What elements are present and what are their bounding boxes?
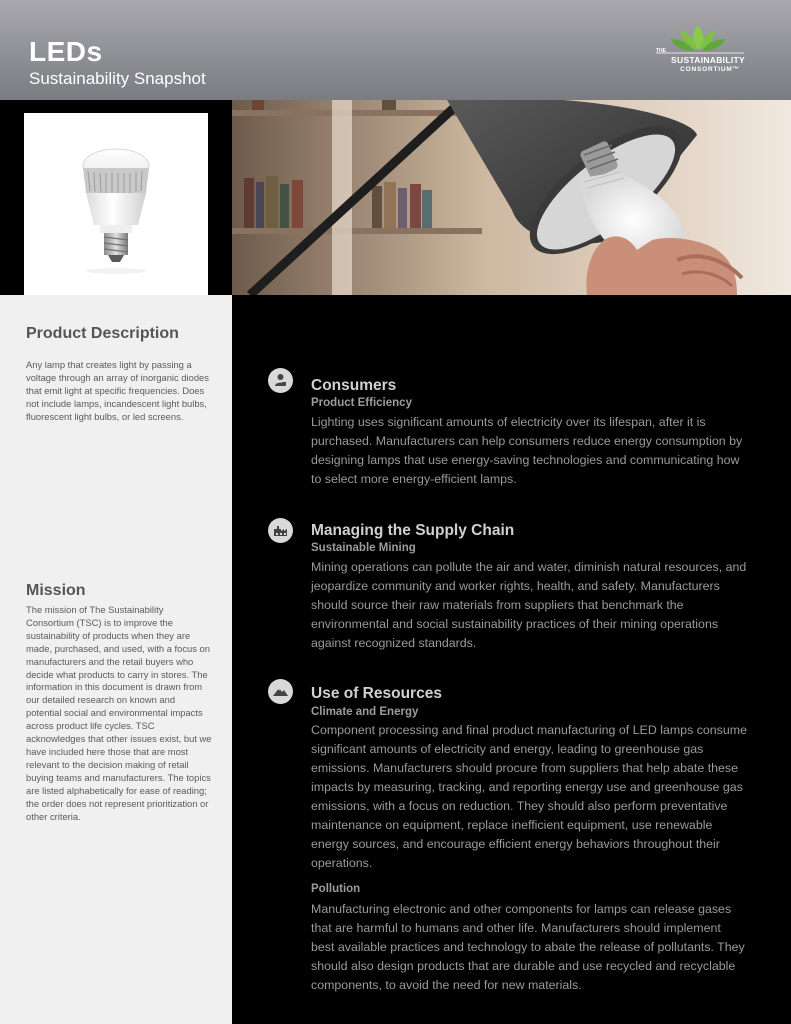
text-pollution: Manufacturing electronic and other components for lamps can release gases that are harmful to humans and other life. Manufacturers should implement best available practices and technology to abate the release of pollutants. They should also design products that are durable and use recycled and recyclable components, to avoid the need for new materials. xyxy=(311,902,745,992)
sustainability-consortium-logo xyxy=(648,24,758,80)
hand-changing-bulb-image xyxy=(232,100,791,295)
product-description-heading: Product Description xyxy=(26,325,179,342)
text-sustainable-mining: Mining operations can pollute the air and water, diminish natural resources, and jeopardize community and worker rights, health, and safety. Manufacturers should source their raw materials from suppliers that benchmark the environmental and social sustainability practices of their mining operations against recognized standards. xyxy=(311,560,747,650)
mountain-icon xyxy=(268,679,293,704)
page-subtitle: Sustainability Snapshot xyxy=(29,69,206,88)
section-heading-supply-chain: Managing the Supply Chain xyxy=(311,522,515,539)
text-climate-and-energy: Component processing and final product manufacturing of LED lamps consume significant amounts of electricity and energy, leading to greenhouse gas emissions. Manufacturers should procure from suppliers that help abate these impacts by measuring, tracking, and reporting energy use and greenhouse gas emissions, with a focus on reduction. They should also perform preventative maintenance on equipment, replace inefficient equipment, use renewable energy sources, and encourage efficient energy behaviors throughout their operations. xyxy=(311,723,747,870)
product-description-text: Any lamp that creates light by passing a voltage through an array of inorganic diodes that emit light at specific frequencies. Does not include lamps, incandescent light bulbs, fluorescent light bulbs, or led screens. xyxy=(26,359,209,422)
sidebar xyxy=(0,295,232,1024)
led-bulb-image xyxy=(24,113,208,295)
lamp-bulb-photo xyxy=(232,100,791,295)
main-content xyxy=(232,295,791,1024)
product-photo xyxy=(24,113,208,295)
mission-text: The mission of The Sustainability Consortium (TSC) is to improve the sustainability of products when they are made, purchased, and used, with a focus on manufacturers and the retail buyers who decide what products to carry in stores. The information in this document is drawn from our detailed research on known and potential social and environmental impacts across product life cycles. TSC acknowledges that other issues exist, but we have included here those that are most relevant to the decision making of retail buying teams and manufacturers. The topics are listed alphabetically for ease of reading; the order does not represent prioritization or other criteria. xyxy=(26,604,212,822)
subheading-pollution: Pollution xyxy=(311,883,361,895)
section-heading-use-of-resources: Use of Resources xyxy=(311,685,442,702)
mission-heading: Mission xyxy=(26,582,86,599)
section-heading-consumers: Consumers xyxy=(311,377,397,394)
factory-icon xyxy=(268,518,293,543)
text-product-efficiency: Lighting uses significant amounts of electricity over its lifespan, after it is purchased. Manufacturers can help consumers reduce energy consumption by designing lamps that use energy-saving technologies and communicating how to select more energy-efficient lamps. xyxy=(311,415,743,486)
logo-text-line2: CONSORTIUM™ xyxy=(680,66,740,73)
subheading-climate-and-energy: Climate and Energy xyxy=(311,706,419,718)
page-title: LEDs xyxy=(29,36,103,67)
photo-strip xyxy=(0,100,791,295)
logo-text-line1: SUSTAINABILITY xyxy=(671,55,745,65)
subheading-sustainable-mining: Sustainable Mining xyxy=(311,542,416,554)
consumer-icon xyxy=(268,368,293,393)
logo-text-the: THE xyxy=(656,48,666,54)
header-banner xyxy=(0,0,791,100)
subheading-product-efficiency: Product Efficiency xyxy=(311,397,412,409)
